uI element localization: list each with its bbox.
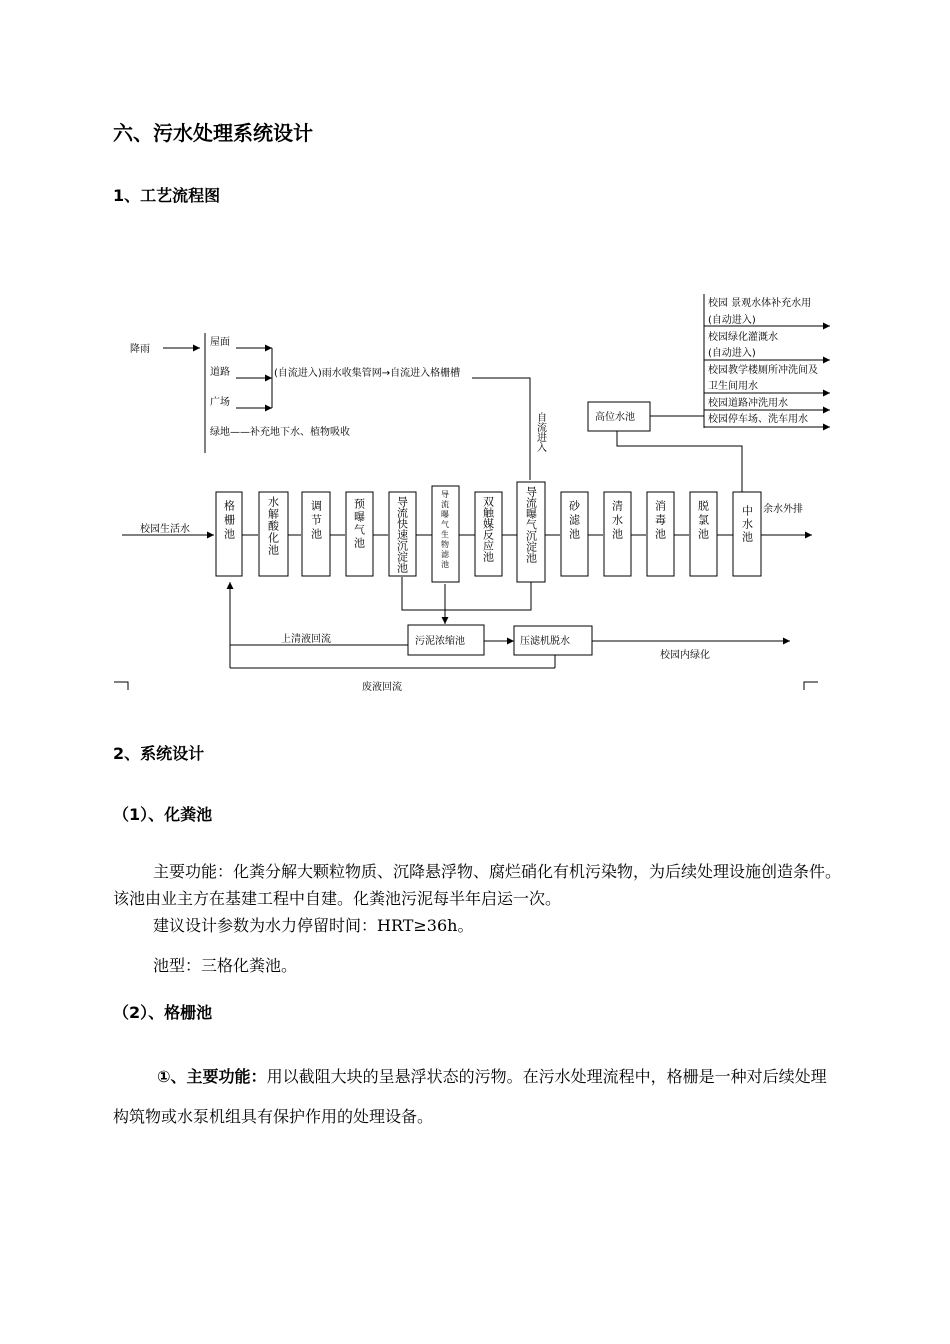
rain-label: 降雨	[130, 344, 150, 355]
reuse-target: 校园 景观水体补充水用	[708, 298, 812, 309]
unit-label: 脱氯池	[696, 500, 710, 542]
waste-return-label: 废液回流	[362, 682, 402, 693]
surplus-discharge-label: 余水外排	[763, 504, 803, 515]
unit-label: 双触媒反应池	[481, 496, 495, 562]
filter-press-label: 压滤机脱水	[520, 636, 570, 647]
unit-label: 格栅池	[222, 500, 236, 542]
source-roof: 屋面	[210, 337, 230, 348]
sludge-thickener-label: 污泥浓缩池	[415, 636, 465, 647]
gravity-inflow-label: 自流进入	[534, 412, 546, 452]
unit-label: 导流曝气沉淀池	[524, 486, 538, 563]
unit-label: 水解酸化池	[266, 496, 280, 556]
section-title: 六、污水处理系统设计	[113, 121, 313, 145]
septic-type-paragraph: 池型：三格化粪池。	[153, 956, 298, 975]
unit-label: 导流曝气生物滤池	[440, 490, 450, 570]
collection-label: (自流进入)雨水收集管网→自流进入格栅槽	[274, 368, 461, 379]
unit-label: 调节池	[309, 500, 323, 542]
grid-function-text: 用以截阻大块的呈悬浮状态的污物。在污水处理流程中，格栅是一种对后续处理构筑物或水泵机组具有保护作用的处理设备。	[113, 1067, 827, 1126]
greenland-label: 绿地——补充地下水、植物吸收	[210, 427, 350, 438]
source-road: 道路	[210, 367, 230, 378]
unit-label: 预曝气池	[352, 498, 366, 550]
reuse-target: (自动进入)	[708, 348, 756, 359]
septic-tank-heading: （1）、化粪池	[113, 805, 213, 824]
reuse-target: 卫生间用水	[708, 381, 758, 392]
grid-tank-heading: （2）、格栅池	[113, 1003, 213, 1022]
reuse-target: 校园停车场、洗车用水	[708, 414, 808, 425]
campus-sewage-label: 校园生活水	[140, 524, 190, 535]
reuse-target: 校园道路冲洗用水	[708, 398, 788, 409]
supernatant-return-label: 上清液回流	[281, 634, 331, 645]
process-flow-heading: 1、工艺流程图	[113, 186, 221, 205]
unit-label: 消毒池	[653, 500, 667, 542]
unit-label: 砂滤池	[567, 500, 581, 542]
reuse-target: 校园绿化灌溉水	[708, 332, 778, 343]
system-design-heading: 2、系统设计	[113, 744, 205, 763]
elevated-tank-label: 高位水池	[595, 412, 635, 423]
grid-function-paragraph	[113, 1057, 841, 1137]
campus-greening-label: 校园内绿化	[660, 650, 710, 661]
septic-param-paragraph: 建议设计参数为水力停留时间：HRT≥36h。	[153, 916, 474, 935]
source-square: 广场	[210, 397, 230, 408]
reuse-target: (自动进入)	[708, 315, 756, 326]
grid-function-label: ①、主要功能：	[157, 1067, 267, 1086]
unit-label: 中水池	[740, 505, 754, 544]
unit-label: 导流快速沉淀池	[395, 496, 409, 573]
unit-label: 清水池	[610, 500, 624, 542]
septic-function-paragraph: 主要功能：化粪分解大颗粒物质、沉降悬浮物、腐烂硝化有机污染物，为后续处理设施创造条件。该池由业主方在基建工程中自建。化粪池污泥每半年启运一次。	[113, 862, 842, 908]
reuse-target: 校园教学楼厕所冲洗间及	[708, 365, 818, 376]
